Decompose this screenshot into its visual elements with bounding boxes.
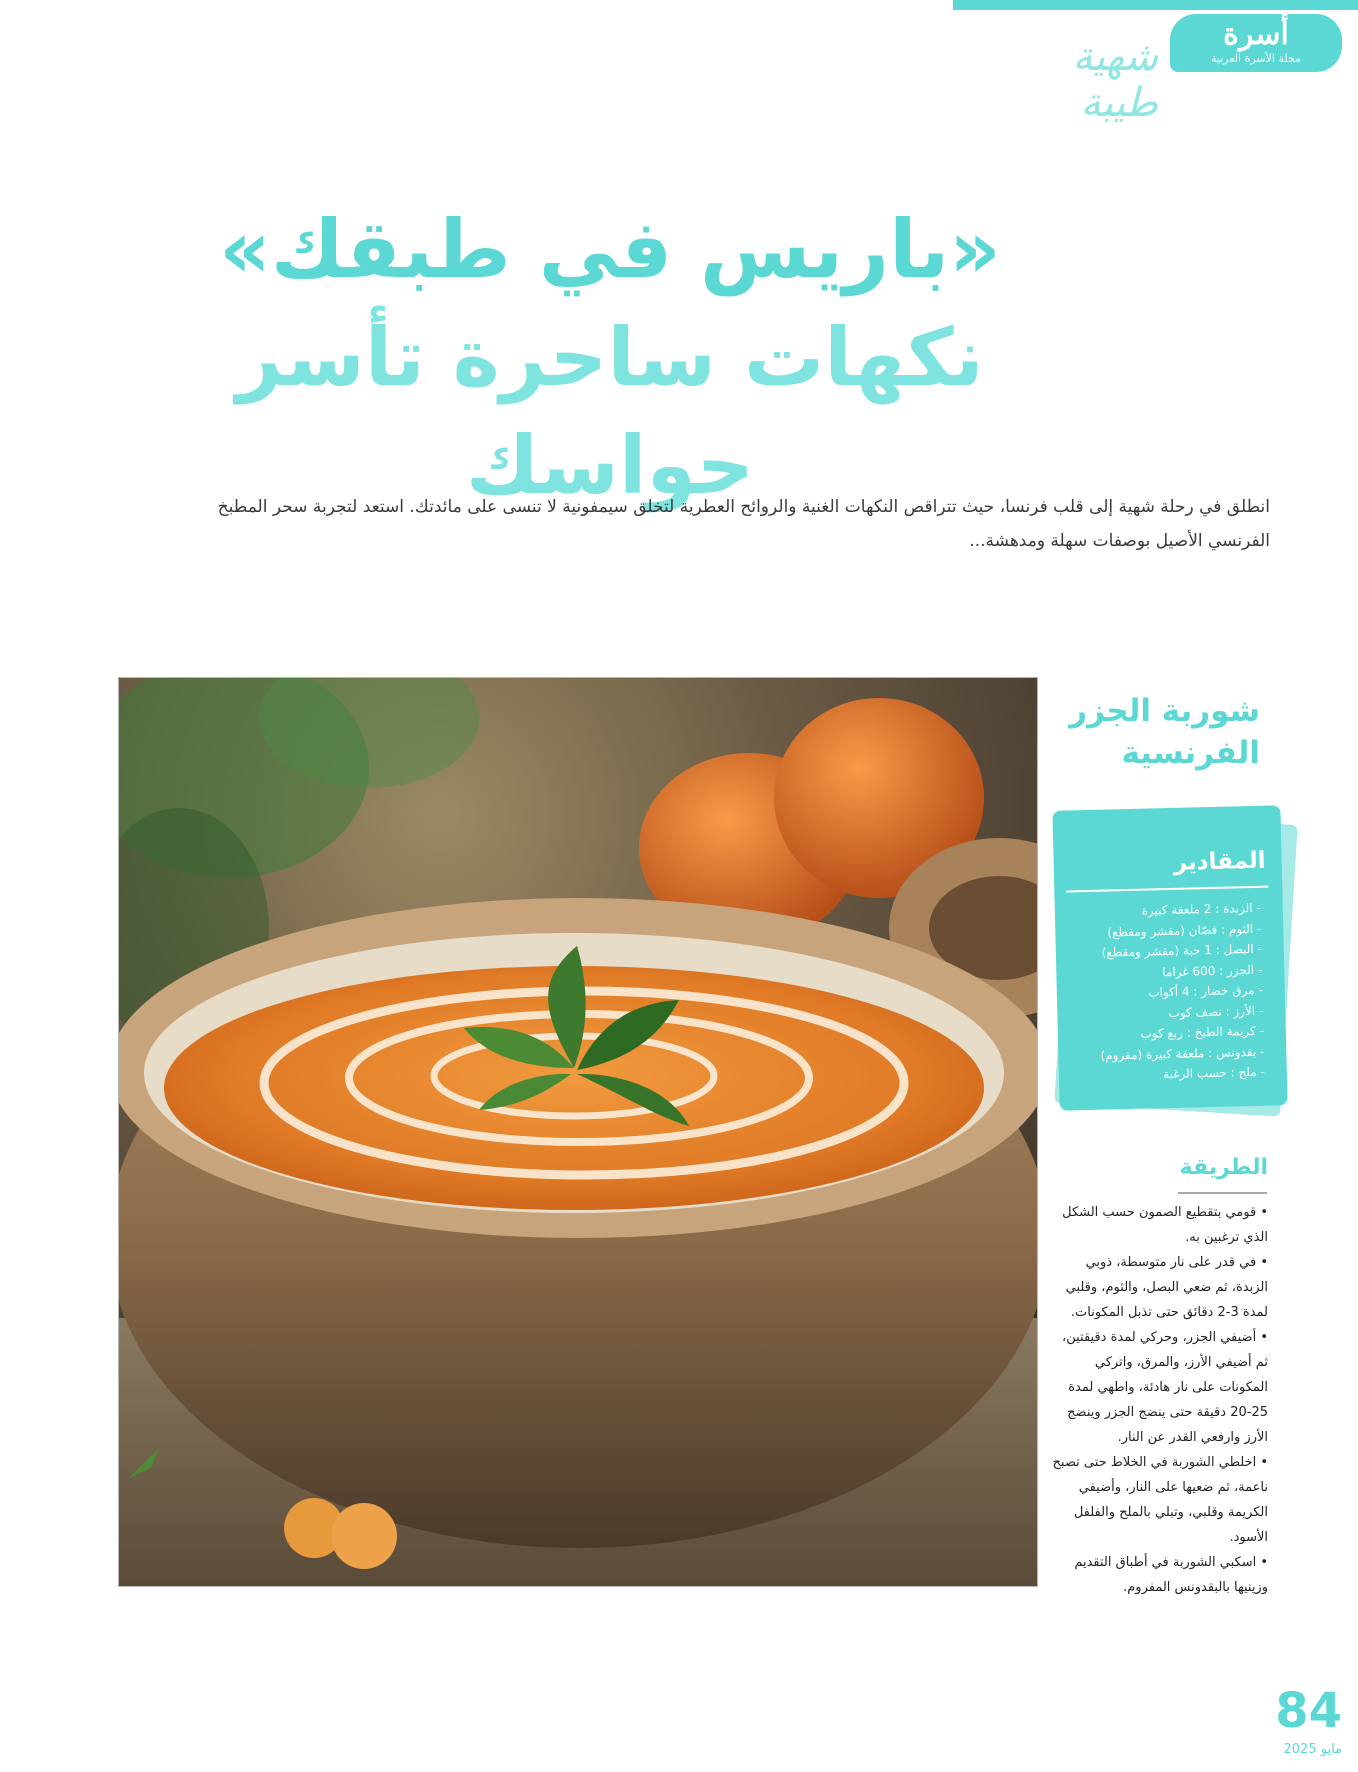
ingredient-item: - الثوم : فصّان (مقشر ومقطع) [1107,921,1262,940]
ingredient-item: - الأرز : نصف كوب [1168,1003,1264,1020]
ingredient-item: - كريمة الطبخ : ربع كوب [1140,1023,1264,1041]
ingredients-card [1052,805,1287,1110]
method-heading: الطريقة [1179,1155,1268,1180]
ingredients-list [1065,898,1265,1087]
ingredient-item: - الجزر : 600 غراما [1162,962,1263,979]
page-headline [160,196,1060,520]
ingredient-item: - بقدونس : ملعقة كبيرة (مفروم) [1100,1044,1265,1063]
logo-text: أسرة [1223,17,1289,52]
method-step: • أضيفي الجزر، وحركي لمدة دقيقتين، ثم أضيفي الأرز، والمرق، واتركي المكونات على نار هادئة، واطهي لمدة 25-20 دقيقة حتى ينضج الجزر وينضج الأرز وارفعي القدر عن النار. [1062,1330,1268,1445]
soup-photo [118,677,1038,1587]
method-step: • اسكبي الشوربة في أطباق التقديم وزينيها بالبقدونس المفروم. [1074,1555,1268,1595]
headline-line-1: «باريس في طبقك» [219,203,1001,296]
ingredients-divider [1066,886,1268,893]
method-divider [1178,1192,1267,1194]
method-steps [1052,1200,1268,1600]
headline-line-2: نكهات ساحرة تأسر حواسك [236,311,984,512]
ingredient-item: - ملح : حسب الرغبة [1163,1064,1265,1082]
ingredient-item: - البصل : 1 حبة (مقشر ومقطع) [1101,941,1262,960]
recipe-title [1052,690,1260,774]
magazine-logo[interactable] [1170,14,1342,72]
logo-subtitle: مجلة الأسرة العربية [1211,52,1301,65]
recipe-title-line-1: شوربة الجزر [1069,693,1260,729]
ingredient-item: - الزبدة : 2 ملعقة كبيرة [1141,900,1261,918]
method-step: • اخلطي الشوربة في الخلاط حتى تصبح ناعمة، ثم ضعيها على النار، وأضيفي الكريمة وقلبي، وتبلي بالملح والفلفل الأسود. [1052,1455,1268,1545]
intro-paragraph: انطلق في رحلة شهية إلى قلب فرنسا، حيث تتراقص النكهات الغنية والروائح العطرية لتخلق سيمفونية لا تنسى على مائدتك. استعد لتجربة سحر المطبخ الفرنسي الأصيل بوصفات سهلة ومدهشة... [217,497,1270,551]
page-number: 84 [1275,1683,1342,1739]
recipe-title-line-2: الفرنسية [1121,735,1260,771]
ingredients-heading: المقادير [1173,847,1266,876]
section-label: شهية طيبة [1072,34,1158,126]
issue-date: مايو 2025 [1283,1742,1342,1757]
ingredient-item: - مرق خضار : 4 أكواب [1148,982,1263,1000]
method-step: • في قدر على نار متوسطة، ذوبي الزبدة، ثم ضعي البصل، والثوم، وقلبي لمدة 3-2 دقائق حتى تذبل المكونات. [1065,1255,1268,1320]
method-step: • قومي بتقطيع الصمون حسب الشكل الذي ترغبين به. [1062,1205,1268,1245]
carrot-soup-image [119,678,1037,1586]
header-accent-strip [953,0,1358,10]
